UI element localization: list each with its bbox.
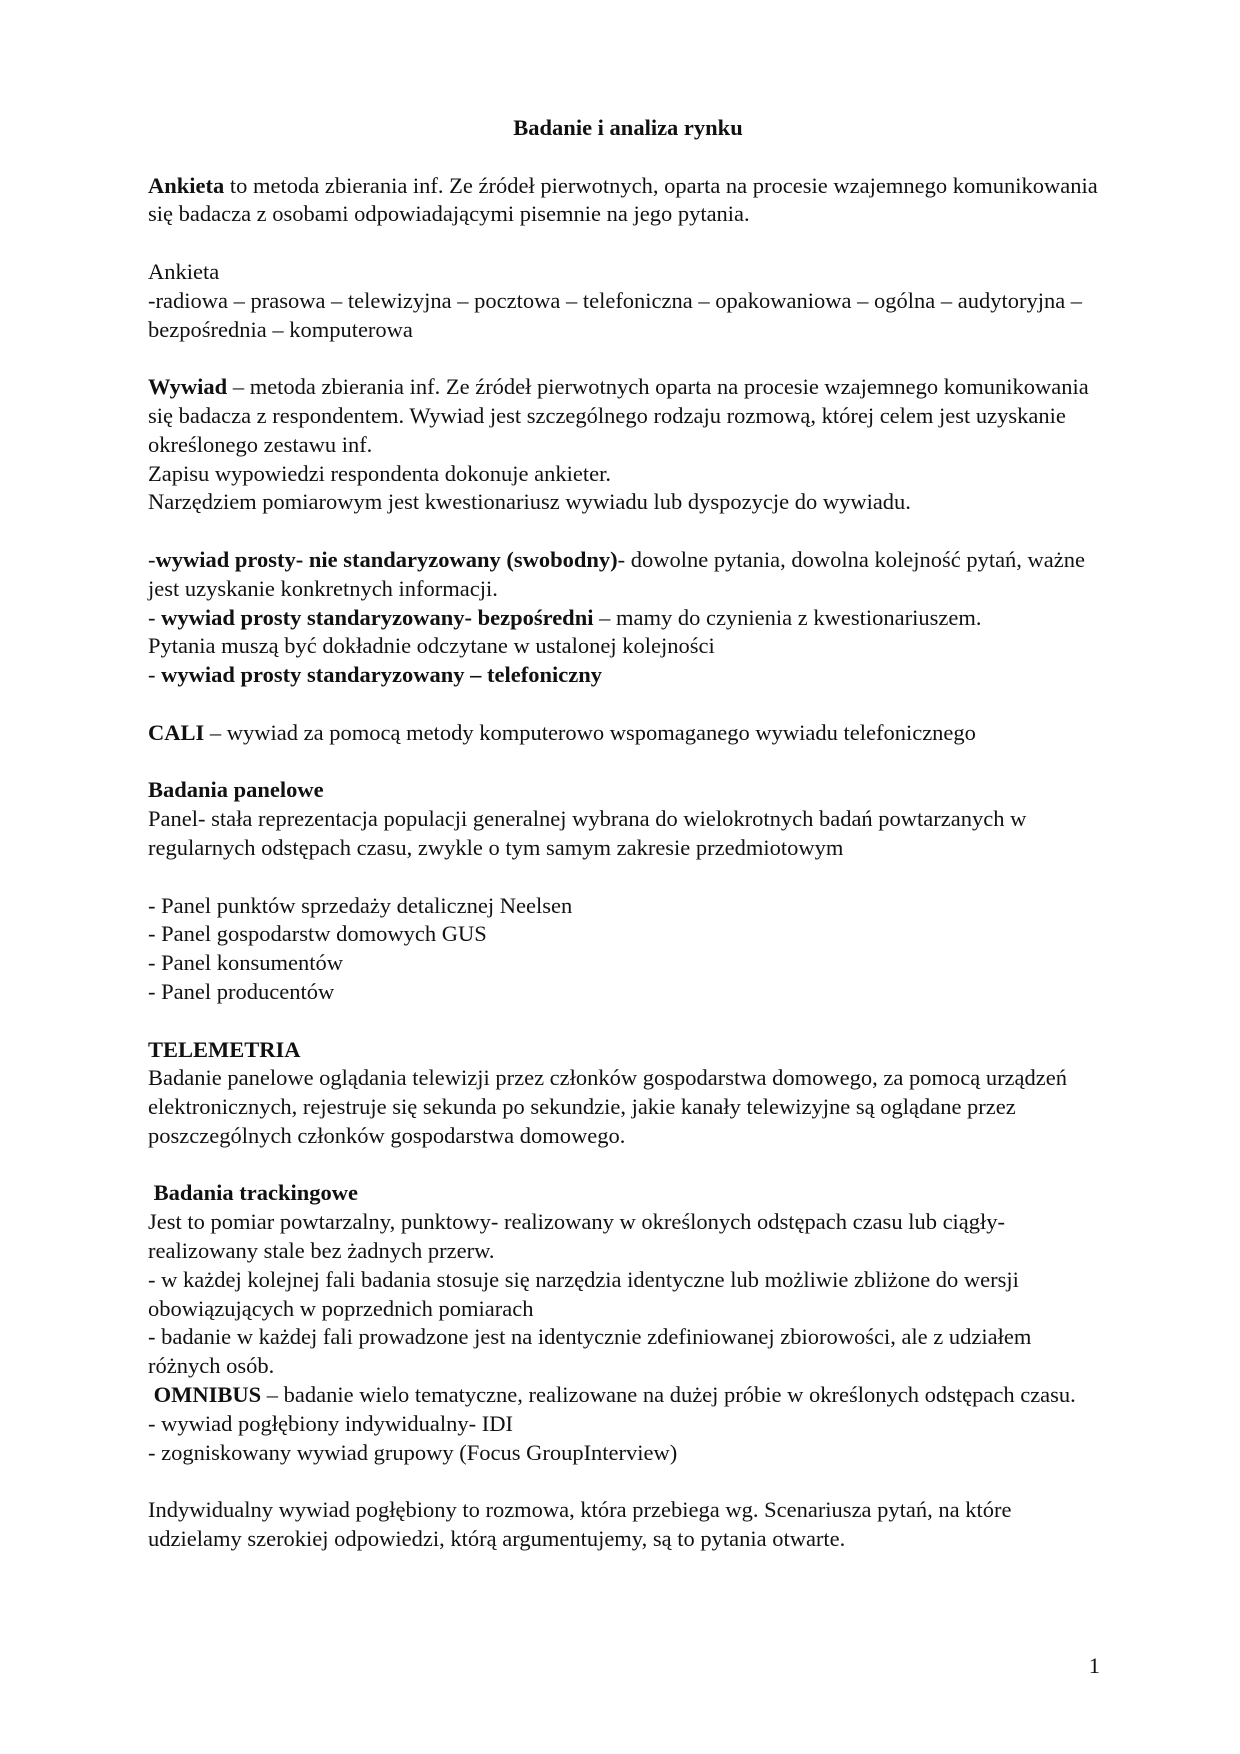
heading-badania-trackingowe [148, 1179, 1108, 1208]
wywiad-type-1-text: - dowolne pytania, dowolna kolejność pytań, ważne jest uzyskanie konkretnych informacji. [148, 546, 1086, 601]
paragraph-ankieta [148, 172, 1108, 230]
list-item-panel-3: - Panel konsumentów [148, 950, 343, 976]
term-cali: CALI [148, 719, 205, 745]
wywiad-type-2-line-2: Pytania muszą być dokładnie odczytane w ustalonej kolejności [148, 633, 715, 659]
wywiad-line-2: Zapisu wypowiedzi respondenta dokonuje ankieter. [148, 460, 611, 486]
wywiad-type-2 [148, 604, 1108, 633]
wywiad-type-2-text: – mamy do czynienia z kwestionariuszem. [593, 604, 982, 630]
term-omnibus: OMNIBUS [148, 1382, 262, 1408]
list-item-panel-1: - Panel punktów sprzedaży detalicznej Neelsen [148, 892, 573, 918]
paragraph-idi: Indywidualny wywiad pogłębiony to rozmowa, która przebiega wg. Scenariusza pytań, na które udzielamy szerokiej odpowiedzi, którą argumentujemy, są to pytania otwarte. [148, 1497, 1012, 1552]
cali-definition: – wywiad za pomocą metody komputerowo wspomaganego wywiadu telefonicznego [204, 719, 976, 745]
heading-telemetria [148, 1036, 1108, 1065]
wywiad-type-3-term: wywiad prosty standaryzowany – telefoniczny [161, 662, 602, 688]
list-item-panel-2: - Panel gospodarstw domowych GUS [148, 921, 487, 947]
page-number: 1 [1088, 1653, 1100, 1678]
list-dash: - [148, 546, 156, 572]
wywiad-type-1-term: wywiad prosty- nie standaryzowany (swobodny) [155, 546, 618, 572]
page-title: Badanie i analiza rynku [513, 115, 743, 140]
tracking-bullet-2: - badanie w każdej fali prowadzone jest na identycznie zdefiniowanej zbiorowości, ale z udziałem różnych osób. [148, 1324, 1032, 1379]
paragraph-wywiad [148, 373, 1108, 459]
list-item-panel-4: - Panel producentów [148, 978, 335, 1004]
omnibus-definition: – badanie wielo tematyczne, realizowane na dużej próbie w określonych odstępach czasu. [261, 1382, 1076, 1408]
telemetria-definition: Badanie panelowe oglądania telewizji przez członków gospodarstwa domowego, za pomocą urządzeń elektronicznych, rejestruje się sekunda po sekundzie, jakie kanały telewizyjne są oglądane przez poszczególnych członków gospodarstwa domowego. [148, 1065, 1068, 1148]
ankieta-definition: to metoda zbierania inf. Ze źródeł pierwotnych, oparta na procesie wzajemnego komunikowania się badacza z osobami odpowiadającymi pisemnie na jego pytania. [148, 172, 1098, 227]
tracking-bullet-1: - w każdej kolejnej fali badania stosuje się narzędzia identyczne lub możliwie zbliżone do wersji obowiązujących w poprzednich pomiarach [148, 1266, 1019, 1321]
ankieta-heading: Ankieta [148, 258, 220, 284]
paragraph-omnibus [148, 1381, 1108, 1410]
ankieta-types: -radiowa – prasowa – telewizyjna – pocztowa – telefoniczna – opakowaniowa – ogólna – audytoryjna – bezpośrednia – komputerowa [148, 287, 1083, 342]
section-heading: Badania trackingowe [148, 1180, 359, 1206]
section-heading: Badania panelowe [148, 777, 324, 803]
list-dash: - [148, 604, 162, 630]
paragraph-cali [148, 719, 1108, 748]
panel-definition: Panel- stała reprezentacja populacji generalnej wybrana do wielokrotnych badań powtarzanych w regularnych odstępach czasu, zwykle o tym samym zakresie przedmiotowym [148, 806, 1027, 860]
term-ankieta: Ankieta [148, 172, 225, 198]
wywiad-type-1 [148, 546, 1108, 604]
term-wywiad: Wywiad [148, 374, 228, 400]
heading-badania-panelowe [148, 776, 1108, 805]
section-heading: TELEMETRIA [148, 1036, 301, 1062]
wywiad-line-3: Narzędziem pomiarowym jest kwestionariusz wywiadu lub dyspozycje do wywiadu. [148, 489, 911, 515]
wywiad-definition: – metoda zbierania inf. Ze źródeł pierwotnych oparta na procesie wzajemnego komunikowania się badacza z respondentem. Wywiad jest szczególnego rodzaju rozmową, której celem jest uzyskanie określonego zestawu inf. [148, 374, 1089, 457]
list-dash: - [148, 662, 162, 688]
document-body [148, 114, 1108, 1554]
tracking-bullet-4: - zogniskowany wywiad grupowy (Focus GroupInterview) [148, 1439, 678, 1465]
wywiad-type-3 [148, 661, 1108, 690]
wywiad-type-2-term: wywiad prosty standaryzowany- bezpośredni [161, 604, 594, 630]
tracking-bullet-3: - wywiad pogłębiony indywidualny- IDI [148, 1410, 513, 1436]
tracking-definition: Jest to pomiar powtarzalny, punktowy- realizowany w określonych odstępach czasu lub ciągły- realizowany stale bez żadnych przerw. [148, 1209, 1006, 1264]
